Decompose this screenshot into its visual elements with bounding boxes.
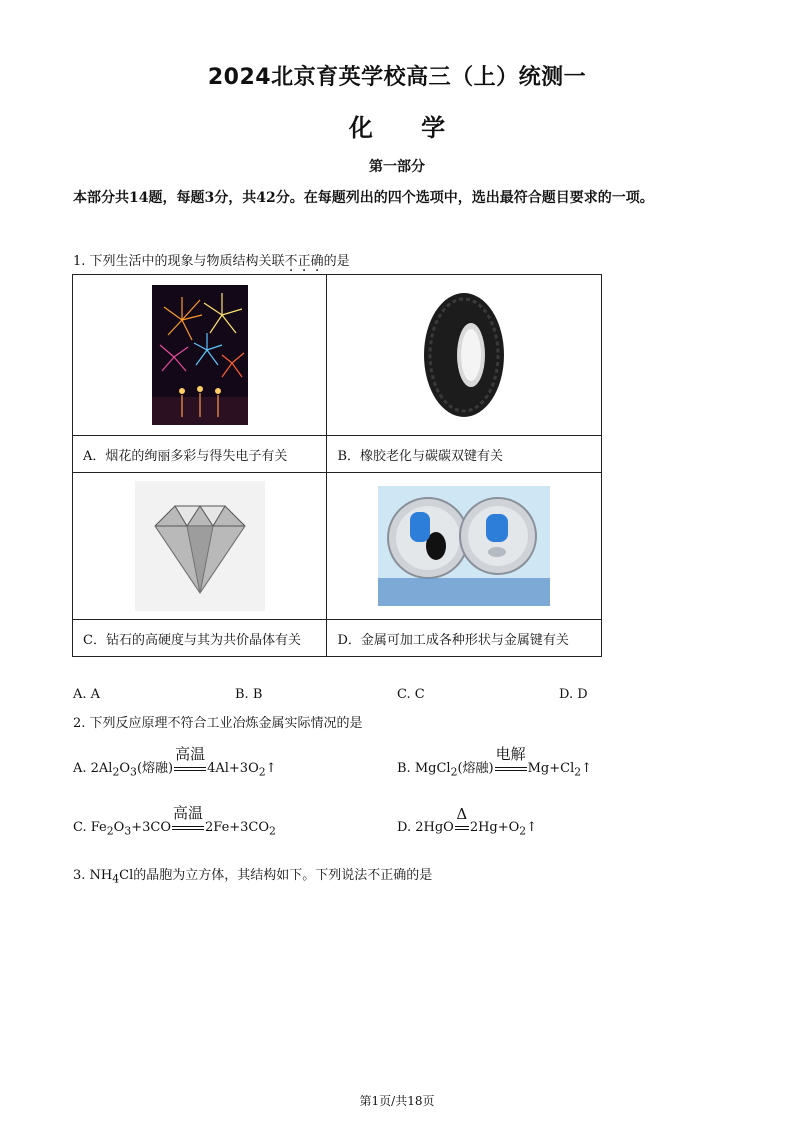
- question-1-table: [72, 274, 602, 657]
- fireworks-cell: [73, 275, 327, 436]
- reaction-condition: 高温: [173, 761, 207, 776]
- section-label: 第一部分: [369, 159, 425, 175]
- diamond-cell: [73, 473, 327, 620]
- option-d-caption: D．金属可加工成各种形状与金属键有关: [327, 620, 602, 657]
- question-1-stem: 1. 下列生活中的现象与物质结构关联不正确的是: [73, 254, 350, 269]
- page-title: 2024北京育英学校高三（上）统测一: [207, 65, 587, 90]
- reaction-condition: 电解: [494, 761, 528, 776]
- q2-option-a[interactable]: A. $2Al_2O_3$(熔融) 高温 $4Al+3O_2↑$: [73, 745, 277, 779]
- q1-choice-b[interactable]: B. B: [235, 687, 263, 702]
- q2-option-c[interactable]: C. $Fe_2O_3+3CO$ 高温 $2Fe+3CO_2$: [73, 804, 276, 838]
- q2-option-d[interactable]: D. 2HgO Δ $2Hg+O_2↑$: [397, 805, 538, 838]
- question-2-stem: 2. 下列反应原理不符合工业冶炼金属实际情况的是: [73, 716, 363, 731]
- metal-cans-image: [378, 486, 550, 606]
- fireworks-image: [152, 285, 248, 425]
- q1-choice-d[interactable]: D. D: [559, 687, 588, 702]
- question-3-stem: 3. $NH_4Cl$的晶胞为立方体，其结构如下。下列说法不正确的是: [73, 868, 433, 886]
- q2-option-b[interactable]: B. MgCl$_2$(熔融) 电解 $Mg+Cl_2↑$: [397, 745, 593, 779]
- instructions: 本部分共14题，每题3分，共42分。在每题列出的四个选项中，选出最符合题目要求的一项。: [73, 190, 654, 206]
- tire-cell: [327, 275, 602, 436]
- tire-image: [419, 290, 509, 420]
- reaction-condition: Δ: [454, 820, 470, 835]
- reaction-condition: 高温: [171, 820, 205, 835]
- option-c-caption: C．钻石的高硬度与其为共价晶体有关: [73, 620, 327, 657]
- option-b-caption: B．橡胶老化与碳碳双键有关: [327, 436, 602, 473]
- diamond-image: [135, 481, 265, 611]
- q1-choice-a[interactable]: A. A: [73, 687, 101, 702]
- subject-title: 化 学: [348, 114, 446, 142]
- option-a-caption: A．烟花的绚丽多彩与得失电子有关: [73, 436, 327, 473]
- q1-choice-c[interactable]: C. C: [397, 687, 425, 702]
- cans-cell: [327, 473, 602, 620]
- page-footer: 第1页/共18页: [359, 1094, 435, 1108]
